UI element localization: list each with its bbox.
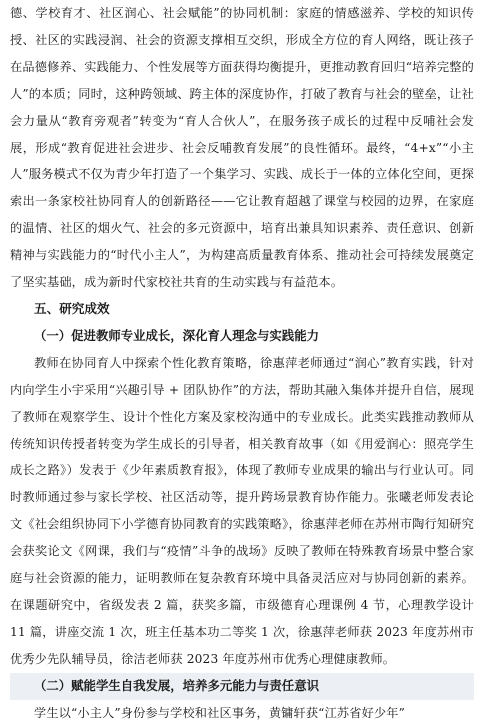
section-heading: 五、研究成效 [34, 300, 110, 316]
paragraph-1: 教师在协同育人中探索个性化教育策略，徐惠萍老师通过“润心”教育实践，针对内向学生小宇采用“兴趣引导 + 团队协作”的方法，帮助其融入集体并提升自信，展现了教师在观察学生、设计个性化方案及家校沟通中的专业成长。此类实践推动教师从传统知识传授者转变为学生成长的引导者，相关教育故事（如《用爱润心：照亮学生成长之路》）发表于《少年素质教育报》，体现了教师专业成果的输出与行业认可。同时教师通过参与家长学校、社区活动等，提升跨场景教育协作能力。张曦老师发表论文《社会组织协同下小学德育协同教育的实践策略》，徐惠萍老师在苏州市陶行知研究会获奖论文《网课，我们与“疫情”斗争的战场》反映了教师在特殊教育场景中整合家庭与社会资源的能力，证明教师在复杂教育环境中具备灵活应对与协同创新的素养。在课题研究中，省级发表 2 篇，获奖多篇，市级德育心理课例 4 节，心理教学设计 11 篇，讲座交流 1 次，班主任基本功二等奖 1 次，徐惠萍老师获 2023 年度苏州市优秀少先队辅导员，徐洁老师获 2023 年度苏州市优秀心理健康教师。 [10, 355, 474, 666]
intro-paragraph: 德、学校育才、社区润心、社会赋能”的协同机制：家庭的情感滋养、学校的知识传授、社区的实践浸润、社会的资源支撑相互交织，形成全方位的育人网络，既让孩子在品德修养、实践能力、个性发展等方面获得均衡提升，更推动教育回归“培养完整的人”的本质；同时，这种跨领域、跨主体的深度协作，打破了教育与社会的壁垒，让社会力量从“教育旁观者”转变为“育人合伙人”，在服务孩子成长的过程中反哺社会发展，形成“教育促进社会进步、社会反哺教育发展”的良性循环。最终，“4+x”“小主人”服务模式不仅为青少年打造了一个集学习、实践、成长于一体的立体化空间，更探索出一条家校社协同育人的创新路径——它让教育超越了课堂与校园的边界，在家庭的温情、社区的烟火气、社会的多元资源中，培育出兼具知识素养、责任意识、创新精神与实践能力的“时代小主人”，为构建高质量教育体系、推动社会可持续发展奠定了坚实基础，成为新时代家校社共育的生动实践与有益范本。 [10, 6, 474, 290]
subheading-1: （一）促进教师专业成长，深化育人理念与实践能力 [34, 327, 319, 343]
subheading-2: （二）赋能学生自我发展，培养多元能力与责任意识 [10, 673, 474, 700]
paragraph-2: 学生以“小主人”身份参与学校和社区事务，黄镛轩获“江苏省好少年” [34, 705, 405, 720]
